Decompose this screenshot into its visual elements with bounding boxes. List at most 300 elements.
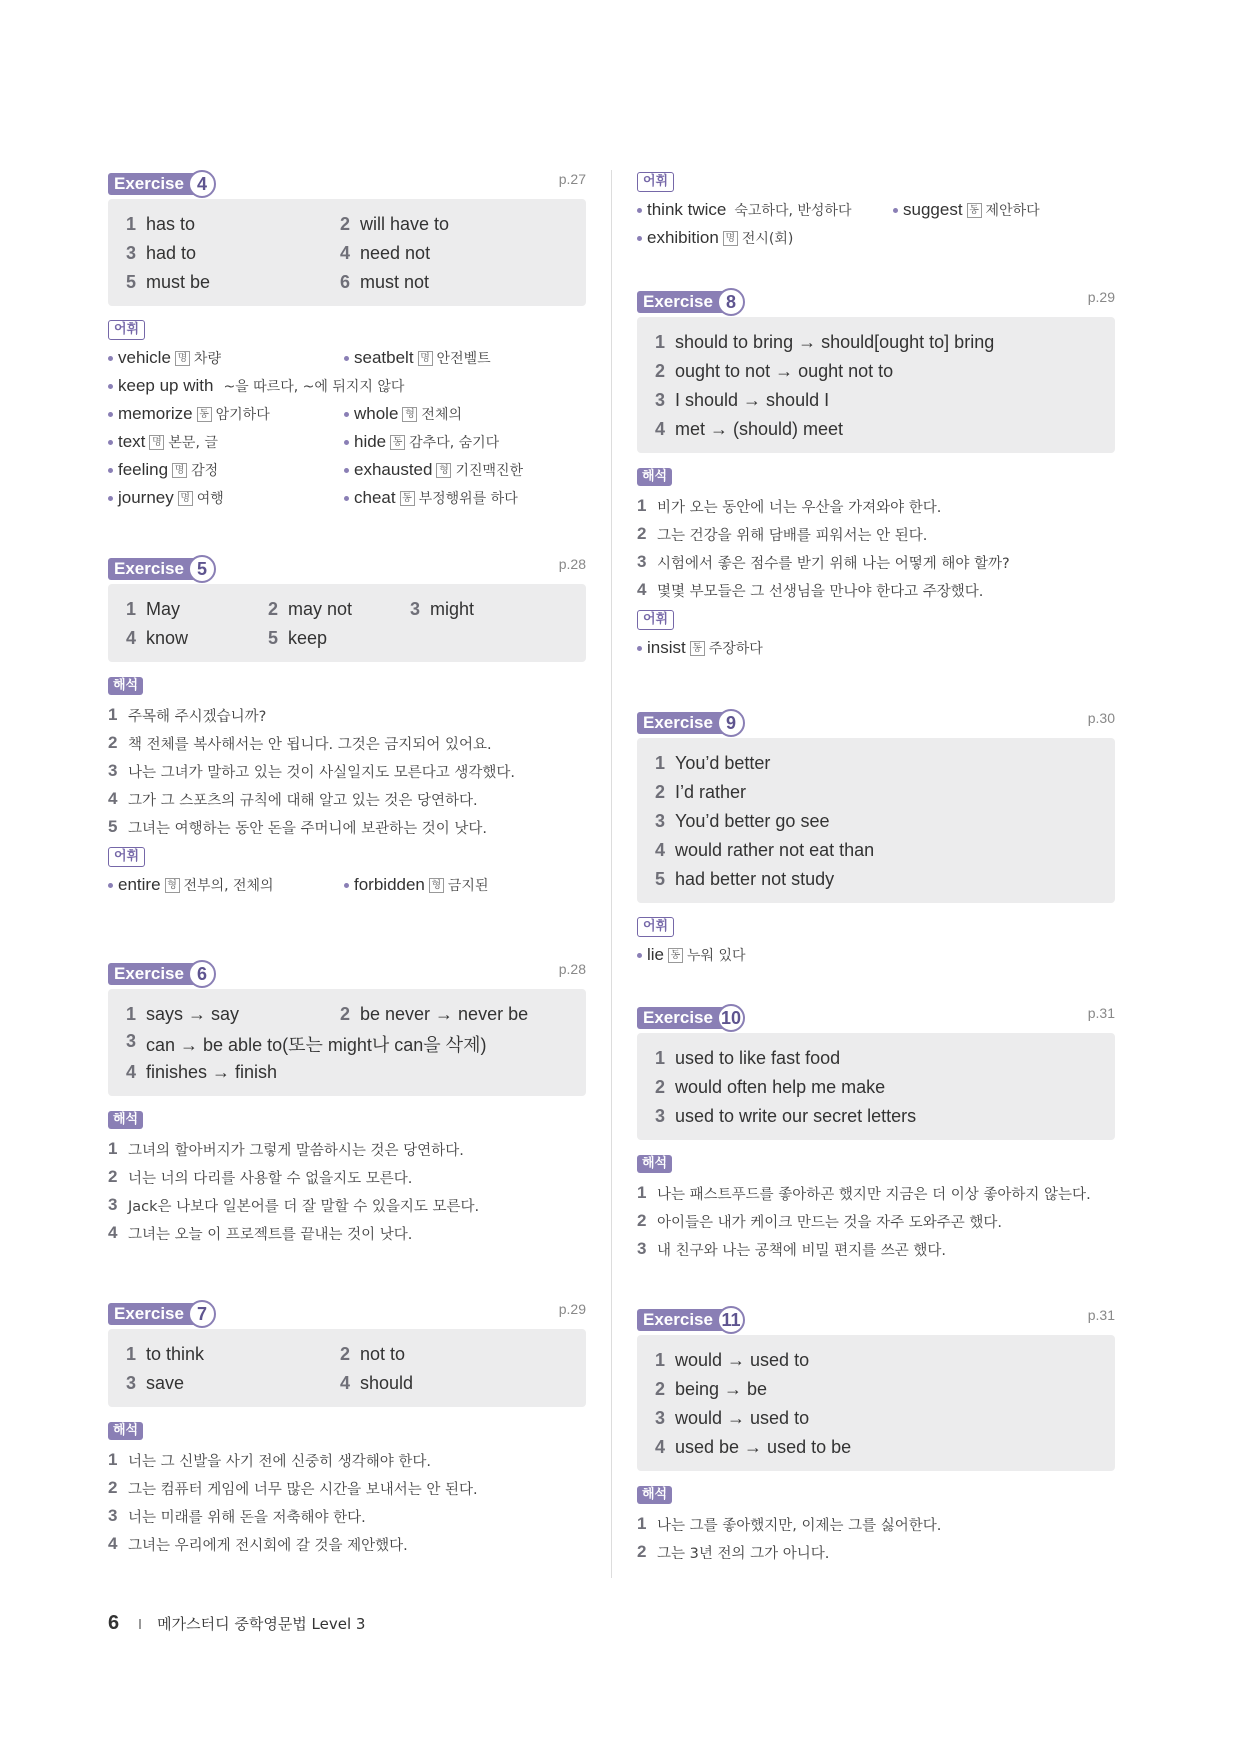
vocab-item xyxy=(344,871,580,899)
vocab-meaning: 감추다, 숨기다 xyxy=(409,435,500,451)
answer-number: 2 xyxy=(340,1004,351,1024)
vocab-meaning: 전체의 xyxy=(421,407,462,423)
translation-number: 1 xyxy=(108,705,118,724)
vocab-item xyxy=(637,196,893,224)
vocab-item xyxy=(344,428,580,456)
answer-text: says → say xyxy=(146,1004,240,1024)
part-of-speech: 명 xyxy=(149,435,164,450)
exercise-badge xyxy=(637,1306,745,1334)
translation-text: 나는 그녀가 말하고 있는 것이 사실일지도 모른다고 생각했다. xyxy=(128,764,516,781)
answer-item xyxy=(126,599,268,620)
answer-item xyxy=(126,1344,340,1365)
answer-number: 2 xyxy=(655,1379,666,1399)
footer-separator xyxy=(139,1619,141,1629)
exercise-badge xyxy=(637,288,745,316)
answer-item xyxy=(655,811,829,832)
answer-number: 4 xyxy=(126,628,137,648)
answer-row xyxy=(655,1404,1115,1433)
exercise-header xyxy=(108,552,586,580)
exercise-8 xyxy=(637,285,1115,662)
answer-number: 4 xyxy=(340,243,351,263)
vocab-word: memorize xyxy=(118,404,193,423)
answer-number: 1 xyxy=(655,332,666,352)
answer-box xyxy=(108,584,586,662)
answer-item xyxy=(268,628,327,649)
answer-number: 5 xyxy=(655,869,666,889)
answer-text: know xyxy=(146,628,189,648)
answer-number: 1 xyxy=(126,599,137,619)
exercise-4 xyxy=(108,167,586,512)
answer-item xyxy=(655,1106,916,1127)
bullet-icon xyxy=(108,384,113,389)
answer-text: May xyxy=(146,599,181,619)
page-reference: p.29 xyxy=(1087,289,1115,305)
answer-item xyxy=(268,599,410,620)
answer-item xyxy=(655,869,834,890)
translation-row xyxy=(637,1179,1115,1207)
translation-number: 1 xyxy=(108,1450,118,1469)
part-of-speech: 형 xyxy=(165,878,180,893)
answer-item xyxy=(655,1048,840,1069)
answer-text: used to like fast food xyxy=(675,1048,841,1068)
translation-row xyxy=(637,1207,1115,1235)
vocab-word: forbidden xyxy=(354,875,425,894)
translation-text: 너는 미래를 위해 돈을 저축해야 한다. xyxy=(128,1509,366,1526)
part-of-speech: 동 xyxy=(197,407,212,422)
translation-number: 2 xyxy=(108,1167,118,1186)
vocab-word: exhausted xyxy=(354,460,433,479)
answer-row xyxy=(126,595,586,624)
vocab-tag: 어휘 xyxy=(637,610,674,630)
vocab-item xyxy=(637,224,873,252)
answer-row xyxy=(655,865,1115,894)
answer-item xyxy=(340,1344,405,1365)
vocab-item xyxy=(108,400,344,428)
translation-row xyxy=(108,729,586,757)
translation-number: 1 xyxy=(637,1183,647,1202)
vocab-word: exhibition xyxy=(647,228,719,247)
translation-text: 나는 그를 좋아했지만, 이제는 그를 싫어한다. xyxy=(657,1517,942,1534)
answer-text: used to write our secret letters xyxy=(675,1106,917,1126)
vocab-meaning: 기진맥진한 xyxy=(455,463,524,479)
translation-row xyxy=(637,1538,1115,1566)
answer-text: need not xyxy=(360,243,431,263)
answer-item xyxy=(126,243,340,264)
exercise-label: Exercise xyxy=(637,1309,735,1331)
exercise-label: Exercise xyxy=(108,1303,206,1325)
part-of-speech: 명 xyxy=(175,351,190,366)
translation-row xyxy=(108,1474,586,1502)
translation-list xyxy=(108,701,586,841)
vocab-item xyxy=(344,344,580,372)
answer-text: not to xyxy=(360,1344,406,1364)
translation-list xyxy=(108,1446,586,1558)
exercise-badge xyxy=(108,170,216,198)
answer-row xyxy=(655,1073,1115,1102)
translation-text: 시험에서 좋은 점수를 받기 위해 나는 어떻게 해야 할까? xyxy=(657,555,1010,572)
answer-text: You’d better xyxy=(675,753,771,773)
answer-text: I should → should I xyxy=(675,390,830,410)
answer-row xyxy=(126,1340,586,1369)
translation-row xyxy=(108,701,586,729)
answer-item xyxy=(655,390,829,411)
part-of-speech: 형 xyxy=(429,878,444,893)
answer-number: 5 xyxy=(126,272,137,292)
answer-row xyxy=(655,386,1115,415)
vocab-list xyxy=(637,634,1115,662)
answer-item xyxy=(340,272,429,293)
answer-number: 2 xyxy=(655,1077,666,1097)
exercise-header xyxy=(637,1001,1115,1029)
answer-text: may not xyxy=(288,599,353,619)
vocab-meaning: 본문, 글 xyxy=(168,435,218,451)
exercise-header xyxy=(108,1297,586,1325)
translation-row xyxy=(637,1510,1115,1538)
answer-item xyxy=(340,1004,528,1025)
part-of-speech: 동 xyxy=(390,435,405,450)
answer-item xyxy=(655,1379,767,1400)
answer-number: 3 xyxy=(655,1408,666,1428)
answer-text: ought to not → ought not to xyxy=(675,361,894,381)
exercise-label: Exercise xyxy=(108,173,206,195)
answer-text: had better not study xyxy=(675,869,835,889)
vocab-meaning: 차량 xyxy=(193,351,221,367)
page-reference: p.30 xyxy=(1087,710,1115,726)
translation-text: 너는 그 신발을 사기 전에 신중히 생각해야 한다. xyxy=(128,1453,432,1470)
answer-row xyxy=(655,1433,1115,1462)
exercise-badge xyxy=(637,1004,745,1032)
vocab-item xyxy=(108,456,344,484)
answer-number: 4 xyxy=(126,1062,137,1082)
page-reference: p.28 xyxy=(558,556,586,572)
answer-item xyxy=(340,214,449,235)
vocab-item xyxy=(344,400,580,428)
column-divider xyxy=(611,170,612,1578)
translation-text: 내 친구와 나는 공책에 비밀 편지를 쓰곤 했다. xyxy=(657,1242,946,1259)
answer-text: must be xyxy=(146,272,211,292)
vocab-item xyxy=(893,196,1109,224)
answer-text: has to xyxy=(146,214,196,234)
translation-row xyxy=(637,520,1115,548)
answer-item xyxy=(655,753,770,774)
exercise-header xyxy=(108,167,586,195)
vocab-tag: 어휘 xyxy=(637,172,674,192)
part-of-speech: 형 xyxy=(402,407,417,422)
vocab-word: suggest xyxy=(903,200,963,219)
part-of-speech: 명 xyxy=(418,351,433,366)
answer-text: would often help me make xyxy=(675,1077,886,1097)
answer-number: 2 xyxy=(268,599,279,619)
answer-number: 1 xyxy=(655,1350,666,1370)
bullet-icon xyxy=(637,208,642,213)
answer-row xyxy=(126,1000,586,1029)
answer-item xyxy=(410,599,474,620)
part-of-speech: 동 xyxy=(967,203,982,218)
vocab-item xyxy=(108,484,344,512)
translation-number: 2 xyxy=(637,1542,647,1561)
answer-row xyxy=(655,1375,1115,1404)
bullet-icon xyxy=(344,440,349,445)
answer-number: 1 xyxy=(126,1004,137,1024)
translation-number: 1 xyxy=(637,496,647,515)
exercise-9 xyxy=(637,706,1115,969)
part-of-speech: 동 xyxy=(668,948,683,963)
answer-text: might xyxy=(430,599,475,619)
answer-number: 3 xyxy=(126,243,137,263)
exercise-number: 9 xyxy=(717,709,745,737)
part-of-speech: 명 xyxy=(172,463,187,478)
answer-number: 6 xyxy=(340,272,351,292)
translation-text: 책 전체를 복사해서는 안 됩니다. 그것은 금지되어 있어요. xyxy=(128,736,492,753)
answer-row xyxy=(655,749,1115,778)
exercise-label: Exercise xyxy=(637,712,735,734)
exercise-badge xyxy=(637,709,745,737)
answer-row xyxy=(126,1058,586,1087)
translation-row xyxy=(108,757,586,785)
vocab-meaning: 감정 xyxy=(191,463,219,479)
answer-row xyxy=(655,328,1115,357)
translation-list xyxy=(637,1179,1115,1263)
translation-number: 4 xyxy=(108,789,118,808)
answer-item xyxy=(655,361,893,382)
answer-number: 1 xyxy=(655,753,666,773)
vocab-word: vehicle xyxy=(118,348,171,367)
exercise-header xyxy=(637,285,1115,313)
answer-text: I’d rather xyxy=(675,782,747,802)
translation-row xyxy=(108,1502,586,1530)
translation-row xyxy=(637,548,1115,576)
answer-number: 3 xyxy=(655,390,666,410)
exercise-number: 6 xyxy=(188,960,216,988)
answer-number: 1 xyxy=(126,214,137,234)
translation-text: 그녀는 우리에게 전시회에 갈 것을 제안했다. xyxy=(128,1537,408,1554)
answer-row xyxy=(126,624,586,653)
translation-text: 그녀는 오늘 이 프로젝트를 끝내는 것이 낫다. xyxy=(128,1226,413,1243)
vocab-word: entire xyxy=(118,875,161,894)
exercise-number: 10 xyxy=(717,1004,745,1032)
translation-tag: 해석 xyxy=(108,1111,143,1129)
answer-text: be never → never be xyxy=(360,1004,529,1024)
answer-number: 2 xyxy=(655,361,666,381)
answer-number: 4 xyxy=(655,840,666,860)
translation-number: 2 xyxy=(637,1211,647,1230)
answer-number: 2 xyxy=(655,782,666,802)
translation-text: 나는 패스트푸드를 좋아하곤 했지만 지금은 더 이상 좋아하지 않는다. xyxy=(657,1186,1091,1203)
translation-text: 그가 그 스포츠의 규칙에 대해 알고 있는 것은 당연하다. xyxy=(128,792,478,809)
translation-list xyxy=(637,492,1115,604)
page-reference: p.27 xyxy=(558,171,586,187)
bullet-icon xyxy=(344,883,349,888)
bullet-icon xyxy=(108,412,113,417)
vocab-meaning: 안전벨트 xyxy=(436,351,491,367)
bullet-icon xyxy=(108,496,113,501)
vocab-meaning: ~을 따르다, ~에 뒤지지 않다 xyxy=(223,379,405,395)
answer-item xyxy=(655,1077,885,1098)
answer-text: will have to xyxy=(360,214,450,234)
vocab-item xyxy=(108,871,344,899)
bullet-icon xyxy=(344,356,349,361)
answer-number: 2 xyxy=(340,214,351,234)
bullet-icon xyxy=(637,646,642,651)
answer-text: had to xyxy=(146,243,197,263)
translation-list xyxy=(108,1135,586,1247)
vocab-meaning: 주장하다 xyxy=(708,641,763,657)
translation-row xyxy=(108,1530,586,1558)
answer-number: 4 xyxy=(340,1373,351,1393)
exercise-7 xyxy=(108,1297,586,1558)
answer-row xyxy=(126,1369,586,1398)
page-reference: p.31 xyxy=(1087,1307,1115,1323)
vocab-tag: 어휘 xyxy=(108,847,145,867)
answer-box xyxy=(108,989,586,1096)
exercise-number: 8 xyxy=(717,288,745,316)
vocab-meaning: 누워 있다 xyxy=(687,948,746,964)
translation-number: 3 xyxy=(108,1195,118,1214)
answer-number: 4 xyxy=(655,419,666,439)
vocab-item xyxy=(108,372,586,400)
answer-text: would → used to xyxy=(675,1350,810,1370)
answer-box xyxy=(637,1335,1115,1471)
translation-tag: 해석 xyxy=(637,1155,672,1173)
vocab-item xyxy=(344,484,580,512)
answer-row xyxy=(126,210,586,239)
answer-number: 5 xyxy=(268,628,279,648)
exercise-badge xyxy=(108,960,216,988)
translation-row xyxy=(108,785,586,813)
bullet-icon xyxy=(108,440,113,445)
translation-text: 비가 오는 동안에 너는 우산을 가져와야 한다. xyxy=(657,499,942,516)
answer-item xyxy=(655,1437,851,1458)
translation-text: 주목해 주시겠습니까? xyxy=(128,708,267,725)
answer-row xyxy=(126,1029,586,1058)
answer-text: must not xyxy=(360,272,430,292)
vocab-item xyxy=(108,428,344,456)
answer-text: keep xyxy=(288,628,328,648)
translation-text: 너는 너의 다리를 사용할 수 없을지도 모른다. xyxy=(128,1170,413,1187)
answer-text: used be → used to be xyxy=(675,1437,852,1457)
exercise-5 xyxy=(108,552,586,899)
answer-item xyxy=(126,1373,340,1394)
exercise-label: Exercise xyxy=(637,1007,735,1029)
exercise-number: 4 xyxy=(188,170,216,198)
page-reference: p.29 xyxy=(558,1301,586,1317)
answer-number: 3 xyxy=(126,1030,137,1051)
answer-row xyxy=(655,836,1115,865)
answer-box xyxy=(637,317,1115,453)
answer-row xyxy=(655,778,1115,807)
answer-text: would rather not eat than xyxy=(675,840,875,860)
exercise-header xyxy=(637,706,1115,734)
vocab-meaning: 금지된 xyxy=(447,878,489,894)
translation-text: 그는 3년 전의 그가 아니다. xyxy=(657,1545,830,1562)
vocab-item xyxy=(344,456,580,484)
page-reference: p.31 xyxy=(1087,1005,1115,1021)
translation-row xyxy=(108,1135,586,1163)
answer-item xyxy=(340,243,430,264)
vocab-meaning: 부정행위를 하다 xyxy=(418,491,518,507)
answer-row xyxy=(655,807,1115,836)
translation-tag: 해석 xyxy=(108,677,143,695)
vocab-list xyxy=(637,941,1115,969)
exercise-number: 7 xyxy=(188,1300,216,1328)
answer-item xyxy=(126,1062,277,1083)
answer-item xyxy=(655,1408,809,1429)
answer-item xyxy=(126,1004,340,1025)
translation-number: 4 xyxy=(108,1223,118,1242)
vocab-list xyxy=(637,196,1115,252)
answer-row xyxy=(126,268,586,297)
exercise-label: Exercise xyxy=(108,558,206,580)
vocab-tag: 어휘 xyxy=(637,917,674,937)
translation-text: 그는 건강을 위해 담배를 피워서는 안 된다. xyxy=(657,527,928,544)
vocab-list xyxy=(108,871,586,899)
translation-text: 몇몇 부모들은 그 선생님을 만나야 한다고 주장했다. xyxy=(657,583,984,600)
exercise-10 xyxy=(637,1001,1115,1263)
translation-number: 2 xyxy=(108,733,118,752)
answer-row xyxy=(655,357,1115,386)
vocab-word: seatbelt xyxy=(354,348,414,367)
bullet-icon xyxy=(637,236,642,241)
translation-number: 3 xyxy=(108,1506,118,1525)
page-footer xyxy=(108,1612,365,1635)
part-of-speech: 동 xyxy=(400,491,415,506)
translation-text: 그녀의 할아버지가 그렇게 말씀하시는 것은 당연하다. xyxy=(128,1142,464,1159)
answer-text: should to bring → should[ought to] bring xyxy=(675,332,995,352)
vocab-list xyxy=(108,344,586,512)
answer-number: 2 xyxy=(340,1344,351,1364)
answer-item xyxy=(655,332,994,353)
translation-number: 4 xyxy=(637,580,647,599)
translation-number: 1 xyxy=(637,1514,647,1533)
part-of-speech: 명 xyxy=(178,491,193,506)
answer-box xyxy=(637,738,1115,903)
answer-number: 1 xyxy=(126,1344,137,1364)
translation-number: 5 xyxy=(108,817,118,836)
translation-number: 2 xyxy=(637,524,647,543)
bullet-icon xyxy=(108,468,113,473)
exercise-6 xyxy=(108,957,586,1247)
page-reference: p.28 xyxy=(558,961,586,977)
translation-text: Jack은 나보다 일본어를 더 잘 말할 수 있을지도 모른다. xyxy=(128,1198,480,1215)
answer-text: would → used to xyxy=(675,1408,810,1428)
page-number: 6 xyxy=(108,1612,120,1634)
answer-item xyxy=(126,1031,486,1057)
answer-item xyxy=(340,1373,413,1394)
bullet-icon xyxy=(108,356,113,361)
vocab-word: feeling xyxy=(118,460,169,479)
answer-row xyxy=(655,1346,1115,1375)
exercise-7-vocab xyxy=(637,170,1115,252)
vocab-word: text xyxy=(118,432,146,451)
translation-row xyxy=(637,576,1115,604)
answer-number: 1 xyxy=(655,1048,666,1068)
bullet-icon xyxy=(344,496,349,501)
vocab-meaning: 여행 xyxy=(196,491,224,507)
translation-number: 1 xyxy=(108,1139,118,1158)
translation-row xyxy=(108,813,586,841)
bullet-icon xyxy=(344,412,349,417)
bullet-icon xyxy=(344,468,349,473)
vocab-meaning: 전부의, 전체의 xyxy=(183,878,274,894)
translation-tag: 해석 xyxy=(637,468,672,486)
translation-row xyxy=(108,1191,586,1219)
answer-item xyxy=(655,419,843,440)
translation-number: 4 xyxy=(108,1534,118,1553)
vocab-word: hide xyxy=(354,432,387,451)
translation-number: 3 xyxy=(108,761,118,780)
vocab-item xyxy=(108,344,344,372)
part-of-speech: 명 xyxy=(723,231,738,246)
